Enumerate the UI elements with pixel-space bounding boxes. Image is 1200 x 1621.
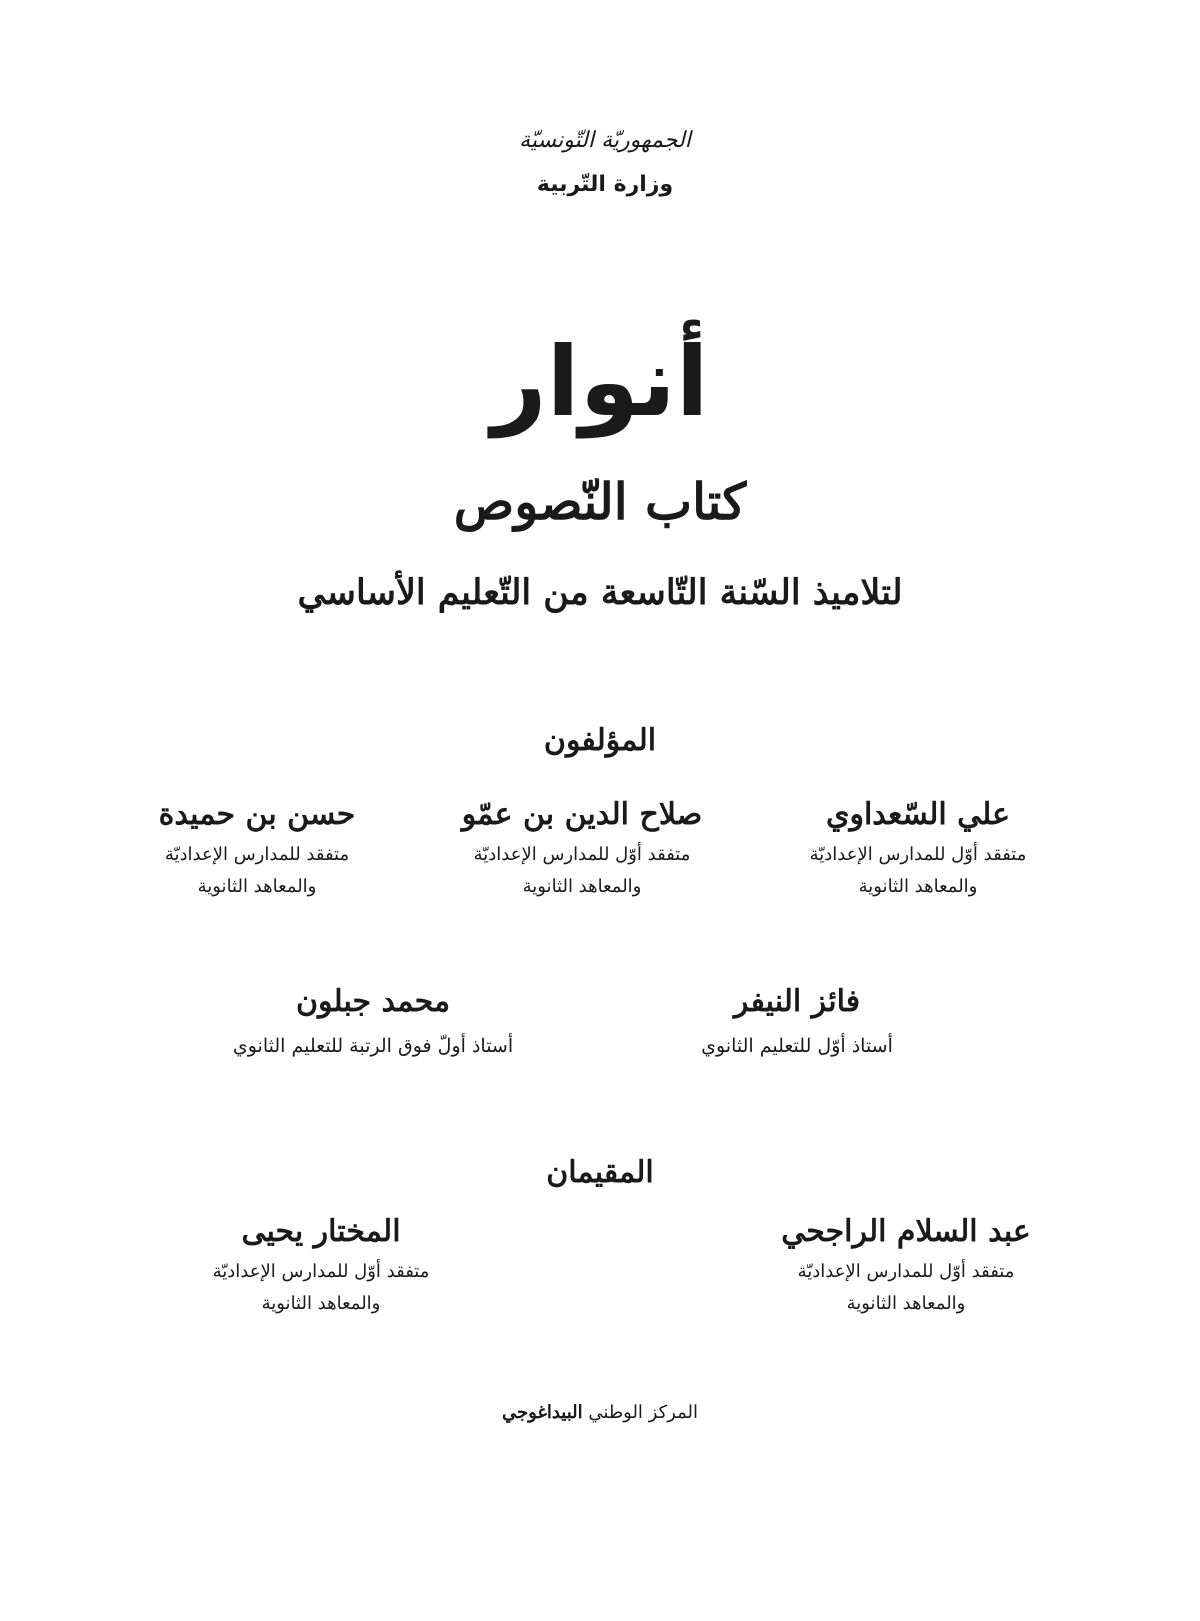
author-card (92, 795, 422, 901)
author-role: أستاذ أوّل للتعليم الثانوي (701, 1035, 893, 1057)
author-role: والمعاهد الثانوية (197, 876, 317, 897)
reviewers-heading: المقيمان (546, 1155, 654, 1190)
author-role: متفقد أوّل للمدارس الإعداديّة (473, 844, 691, 865)
author-card (417, 795, 747, 901)
reviewer-role: والمعاهد الثانوية (846, 1293, 966, 1314)
authors-heading: المؤلفون (543, 723, 657, 758)
reviewer-card (741, 1212, 1071, 1318)
author-card (173, 982, 573, 1060)
reviewer-card (156, 1212, 486, 1318)
ministry-name: وزارة التّربية (536, 172, 674, 197)
book-title: أنوار (491, 326, 709, 438)
reviewer-name: عبد السلام الراجحي (781, 1214, 1031, 1249)
book-subtitle: كتاب النّصوص (453, 472, 747, 531)
publisher-name: البيداغوجي (502, 1402, 583, 1423)
author-name: محمد جبلون (295, 984, 451, 1019)
author-role: أستاذ أولّ فوق الرتبة للتعليم الثانوي (232, 1035, 514, 1057)
author-role: والمعاهد الثانوية (858, 876, 978, 897)
publisher (0, 1402, 1200, 1423)
book-audience: لتلاميذ السّنة التّاسعة من التّعليم الأساسي (297, 572, 903, 613)
author-name: حسن بن حميدة (158, 797, 356, 832)
reviewer-name: المختار يحيى (241, 1214, 401, 1249)
author-card (632, 982, 962, 1060)
author-role: متفقد للمدارس الإعداديّة (164, 844, 350, 865)
republic-name: الجمهوريّة التّونسيّة (519, 128, 691, 153)
author-name: علي السّعداوي (825, 797, 1011, 832)
author-role: متفقد أوّل للمدارس الإعداديّة (809, 844, 1027, 865)
author-card (753, 795, 1083, 901)
reviewer-role: والمعاهد الثانوية (261, 1293, 381, 1314)
reviewer-role: متفقد أوّل للمدارس الإعداديّة (212, 1261, 430, 1282)
author-role: والمعاهد الثانوية (522, 876, 642, 897)
author-name: فائز النيفر (733, 984, 861, 1019)
reviewer-role: متفقد أوّل للمدارس الإعداديّة (797, 1261, 1015, 1282)
author-name: صلاح الدين بن عمّو (461, 797, 703, 832)
publisher-prefix: المركز الوطني (588, 1402, 698, 1423)
